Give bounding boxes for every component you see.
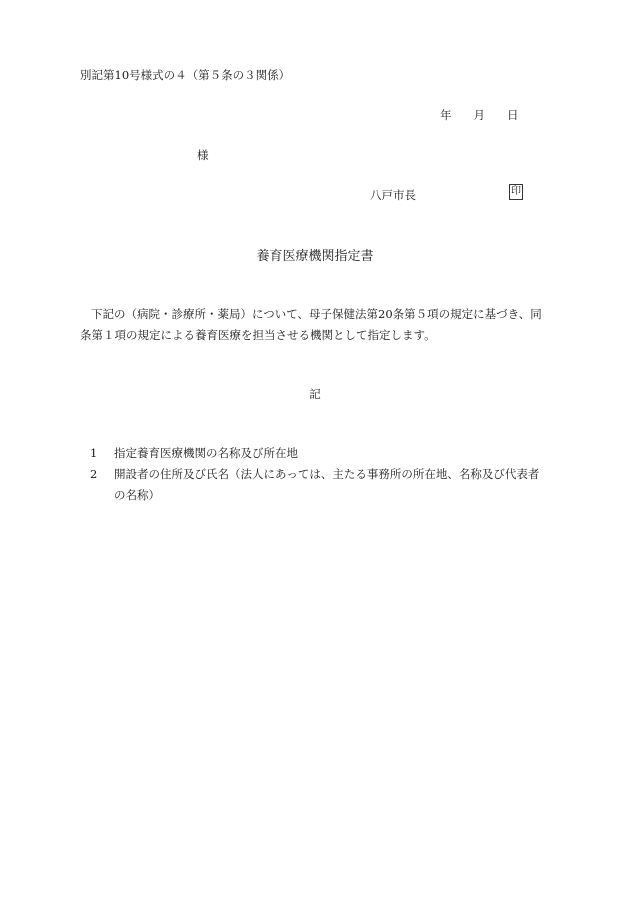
- item-number: 2: [90, 467, 98, 481]
- date-month-label: 月: [473, 108, 485, 122]
- date-line: [440, 107, 519, 123]
- document-title: 養育医療機関指定書: [256, 249, 374, 264]
- addressee-suffix: 様: [197, 148, 209, 162]
- item-number: 1: [90, 446, 98, 460]
- body-paragraph: 下記の（病院・診療所・薬局）について、母子保健法第20条第５項の規定に基づき、同条第１項の規定による養育医療を担当させる機関として指定します。: [80, 307, 542, 342]
- date-day-label: 日: [507, 108, 519, 122]
- item-text: 開設者の住所及び氏名（法人にあっては、主たる事務所の所在地、名称及び代表者の名称）: [114, 467, 540, 502]
- issuer-name: 八戸市長: [370, 188, 416, 202]
- item-text: 指定養育医療機関の名称及び所在地: [114, 446, 298, 460]
- ki-heading: 記: [309, 387, 321, 401]
- item-list: [90, 443, 550, 506]
- list-item: [90, 464, 550, 506]
- form-identifier: 別記第10号様式の４（第５条の３関係）: [80, 68, 291, 82]
- list-item: [90, 443, 550, 464]
- seal-mark: 印: [509, 184, 523, 200]
- date-year-label: 年: [440, 108, 452, 122]
